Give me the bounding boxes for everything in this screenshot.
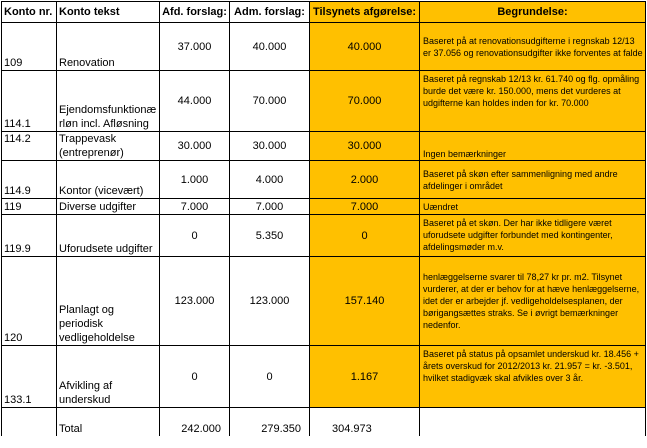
cell-konto-nr: 119.9 <box>2 215 57 257</box>
cell-konto-nr: 109 <box>2 23 57 71</box>
cell-tilsynets-afgoerelse: 70.000 <box>310 71 420 132</box>
table-row <box>2 132 646 161</box>
cell-begrundelse: Uændret <box>420 199 646 215</box>
cell-total-adm: 279.350 <box>230 408 310 436</box>
cell-tilsynets-afgoerelse: 30.000 <box>310 132 420 161</box>
cell-begrundelse: Baseret på et skøn. Der har ikke tidligere været uforudsete udgifter forbundet med kontingenter, afdelingsmøder m.v. <box>420 215 646 257</box>
cell-total-empty <box>2 408 57 436</box>
cell-tilsynets-afgoerelse: 2.000 <box>310 161 420 199</box>
cell-afd-forslag: 37.000 <box>160 23 230 71</box>
header-begrundelse: Begrundelse: <box>420 2 646 23</box>
cell-tilsynets-afgoerelse: 157.140 <box>310 257 420 346</box>
table-row <box>2 346 646 408</box>
cell-begrundelse: Baseret på regnskab 12/13 kr. 61.740 og flg. opmåling burde det være kr. 150.000, mens det vurderes at udgifterne kan holdes inden for kr. 70.000 <box>420 71 646 132</box>
header-afd-forslag: Afd. forslag: <box>160 2 230 23</box>
table-row <box>2 161 646 199</box>
cell-afd-forslag: 44.000 <box>160 71 230 132</box>
header-konto-nr: Konto nr. <box>2 2 57 23</box>
cell-afd-forslag: 7.000 <box>160 199 230 215</box>
cell-begrundelse: Baseret på status på opsamlet underskud kr. 18.456 + årets overskud for 2012/2013 kr. 21.957 = kr. -3.501, hvilket stadigvæk skal afvikles over 3 år. <box>420 346 646 408</box>
table-row <box>2 257 646 346</box>
cell-adm-forslag: 70.000 <box>230 71 310 132</box>
cell-konto-tekst: Trappevask (entreprenør) <box>57 132 160 161</box>
total-row <box>2 408 646 436</box>
cell-afd-forslag: 0 <box>160 215 230 257</box>
cell-tilsynets-afgoerelse: 7.000 <box>310 199 420 215</box>
header-row <box>2 2 646 23</box>
cell-konto-tekst: Ejendomsfunktionærløn incl. Afløsning <box>57 71 160 132</box>
cell-konto-tekst: Uforudsete udgifter <box>57 215 160 257</box>
cell-begrundelse: Ingen bemærkninger <box>420 132 646 161</box>
cell-konto-nr: 133.1 <box>2 346 57 408</box>
cell-konto-nr: 114.1 <box>2 71 57 132</box>
header-adm-forslag: Adm. forslag: <box>230 2 310 23</box>
cell-begrundelse: henlæggelserne svarer til 78,27 kr pr. m2. Tilsynet vurderer, at der er behov for at hæve henlæggelserne, idet der er arbejder jf. vedligeholdelsesplanen, der børigangsættes straks. Se i øvrigt bemærkninger nedenfor. <box>420 257 646 346</box>
cell-konto-tekst: Afvikling af underskud <box>57 346 160 408</box>
cell-konto-tekst: Renovation <box>57 23 160 71</box>
cell-total-begrundelse <box>420 408 646 436</box>
cell-afd-forslag: 1.000 <box>160 161 230 199</box>
cell-afd-forslag: 30.000 <box>160 132 230 161</box>
cell-begrundelse: Baseret på at renovationsudgifterne i regnskab 12/13 er 37.056 og renovationsudgifter ikke forventes at falde <box>420 23 646 71</box>
cell-tilsynets-afgoerelse: 40.000 <box>310 23 420 71</box>
header-konto-tekst: Konto tekst <box>57 2 160 23</box>
table-row <box>2 23 646 71</box>
cell-tilsynets-afgoerelse: 1.167 <box>310 346 420 408</box>
cell-konto-tekst: Diverse udgifter <box>57 199 160 215</box>
cell-adm-forslag: 30.000 <box>230 132 310 161</box>
cell-tilsynets-afgoerelse: 0 <box>310 215 420 257</box>
cell-adm-forslag: 123.000 <box>230 257 310 346</box>
cell-konto-tekst: Planlagt og periodisk vedligeholdelse <box>57 257 160 346</box>
cell-konto-nr: 114.2 <box>2 132 57 161</box>
cell-begrundelse: Baseret på skøn efter sammenligning med andre afdelinger i området <box>420 161 646 199</box>
cell-total-tilsyn: 304.973 <box>310 408 420 436</box>
cell-afd-forslag: 0 <box>160 346 230 408</box>
header-tilsynets-afgoerelse: Tilsynets afgørelse: <box>310 2 420 23</box>
cell-adm-forslag: 4.000 <box>230 161 310 199</box>
table-row <box>2 71 646 132</box>
budget-table <box>1 1 646 436</box>
cell-total-label: Total <box>57 408 160 436</box>
table-row <box>2 215 646 257</box>
cell-konto-nr: 119 <box>2 199 57 215</box>
cell-adm-forslag: 7.000 <box>230 199 310 215</box>
cell-konto-tekst: Kontor (vicevært) <box>57 161 160 199</box>
cell-adm-forslag: 40.000 <box>230 23 310 71</box>
cell-adm-forslag: 5.350 <box>230 215 310 257</box>
table-row <box>2 199 646 215</box>
cell-adm-forslag: 0 <box>230 346 310 408</box>
cell-afd-forslag: 123.000 <box>160 257 230 346</box>
cell-konto-nr: 120 <box>2 257 57 346</box>
cell-total-afd: 242.000 <box>160 408 230 436</box>
cell-konto-nr: 114.9 <box>2 161 57 199</box>
